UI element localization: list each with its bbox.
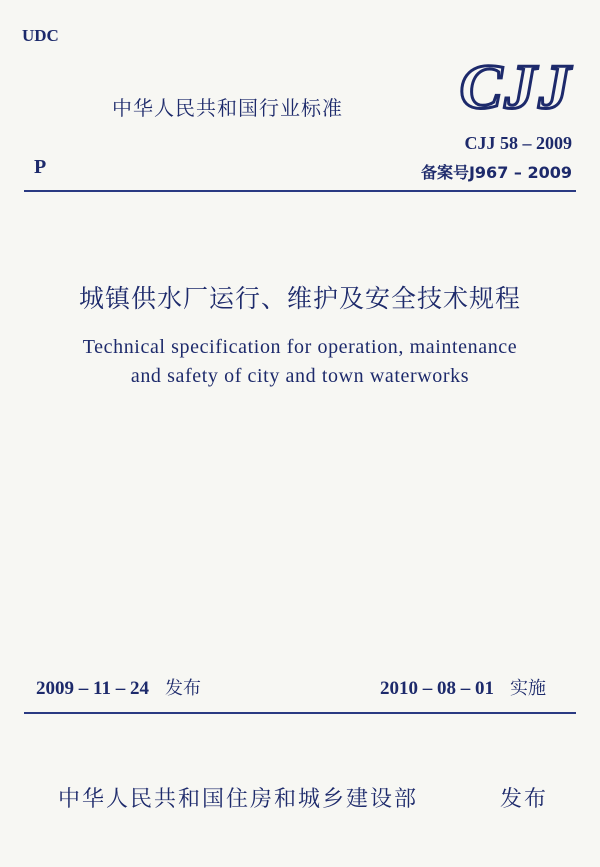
effective-date-block <box>380 674 546 700</box>
bottom-divider <box>24 712 576 714</box>
effective-label: 实施 <box>510 678 546 699</box>
english-title-line2: and safety of city and town waterworks <box>130 365 470 387</box>
cjj-logo <box>452 50 580 122</box>
effective-date: 2010 – 08 – 01 <box>380 678 494 699</box>
issued-date: 2009 – 11 – 24 <box>36 678 149 699</box>
chinese-title: 城镇供水厂运行、维护及安全技术规程 <box>78 284 521 313</box>
standard-number: CJJ 58 – 2009 <box>464 133 572 153</box>
record-number: 备案号J967 – 2009 <box>420 163 572 182</box>
issued-date-block <box>36 674 201 700</box>
english-title-line1: Technical specification for operation, maintenance <box>82 336 518 358</box>
category-code: P <box>34 156 47 178</box>
top-divider <box>24 190 576 192</box>
logo-text: CJJ <box>459 51 573 122</box>
industry-standard-title: 中华人民共和国行业标准 <box>112 96 343 120</box>
publish-label: 发布 <box>500 787 549 812</box>
udc-label: UDC <box>22 26 59 45</box>
issued-label: 发布 <box>164 678 201 699</box>
publisher-name: 中华人民共和国住房和城乡建设部 <box>58 787 419 812</box>
